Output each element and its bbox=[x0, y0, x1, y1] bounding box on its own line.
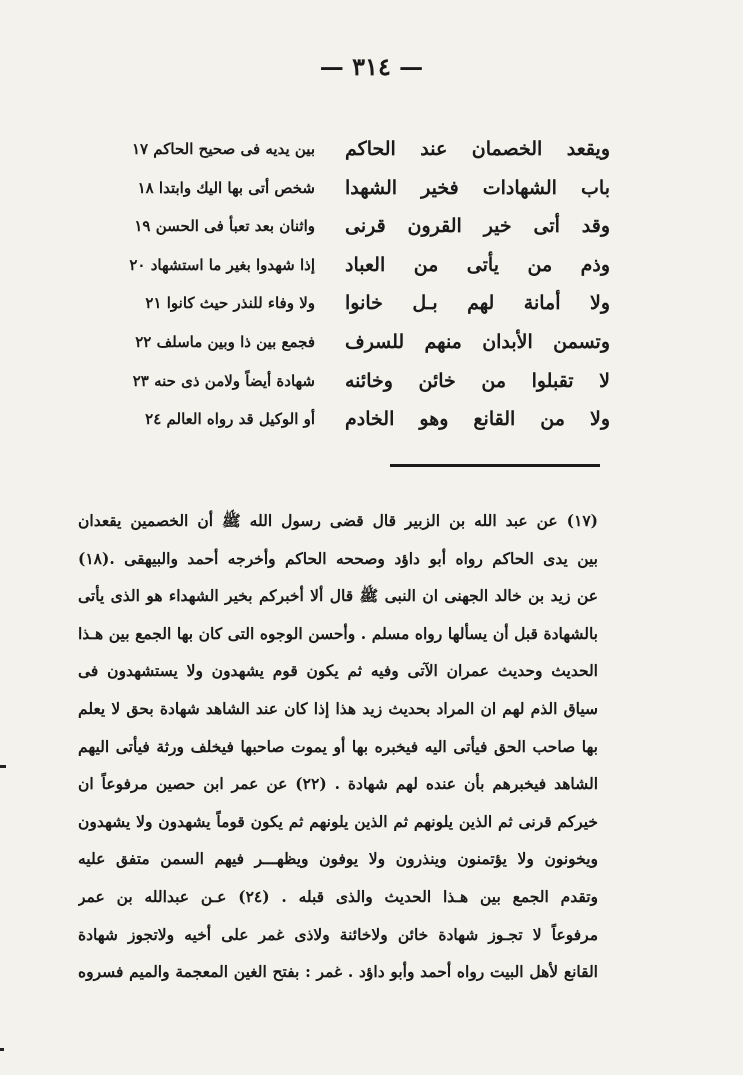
verse-22 bbox=[90, 323, 610, 362]
footnote-line: بين يدى الحاكم رواه أبو داؤد وصححه الحاكم وأخرجه أحمد والبيهقى .(١٨) bbox=[78, 548, 598, 568]
verse-first-hemistich: باب الشهادات فخير الشهدا bbox=[345, 176, 610, 199]
verse-17 bbox=[90, 130, 610, 169]
verse-23 bbox=[90, 362, 610, 401]
verse-24 bbox=[90, 400, 610, 439]
footnote-line: (١٧) عن عبد الله بن الزبير قال قضى رسول الله ﷺ أن الخصمين يقعدان bbox=[78, 511, 598, 530]
verse-21 bbox=[90, 284, 610, 323]
verse-19 bbox=[90, 207, 610, 246]
poem bbox=[90, 130, 610, 439]
verse-second-hemistich: واثنان بعد تعبأ فى الحسن ١٩ bbox=[134, 217, 315, 236]
scan-edge-mark bbox=[0, 765, 6, 768]
verse-first-hemistich: ويقعد الخصمان عند الحاكم bbox=[345, 138, 610, 160]
verse-first-hemistich: ولا من القانع وهو الخادم bbox=[345, 408, 610, 431]
verse-second-hemistich: فجمع بين ذا وبين ماسلف ٢٢ bbox=[135, 332, 315, 351]
verse-second-hemistich: بين يديه فى صحيح الحاكم ١٧ bbox=[131, 140, 315, 158]
footnote-line: خيركم قرنى ثم الذين يلونهم ثم الذين يلونهم ثم يكون قوماً يشهدون ولا يشهدون bbox=[78, 811, 598, 831]
footnote-line: مرفوعاً لا تجـوز شهادة خائن ولاخائنة ولاذى غمر على أخيه ولاتجوز شهادة bbox=[78, 924, 598, 944]
footnote-line: القانع لأهل البيت رواه أحمد وأبو داؤد . غمر : بفتح الغين المعجمة والميم فسروه bbox=[78, 962, 598, 982]
footnote-line: الشاهد فيخبرهم بأن عنده لهم شهادة . (٢٢) عن عمر ابن حصين مرفوعاً ان bbox=[78, 774, 598, 794]
footnotes bbox=[78, 502, 598, 991]
footnote-line: ويخونون ولا يؤتمنون وينذرون ولا يوفون ويظهـــر فيهم السمن متفق عليه bbox=[78, 849, 598, 869]
verse-18 bbox=[90, 169, 610, 208]
footnote-line: سياق الذم لهم ان المراد بحديث زيد هذا إذا كان عند الشاهد شهادة بحق لا يعلم bbox=[78, 698, 598, 718]
footnote-line: وتقدم الجمع بين هـذا الحديث والذى قبله . (٢٤) عـن عبدالله بن عمر bbox=[78, 886, 598, 906]
scan-edge-mark bbox=[0, 1048, 4, 1051]
verse-first-hemistich: ولا أمانة لهم بـل خانوا bbox=[345, 292, 610, 315]
section-divider bbox=[390, 464, 600, 467]
verse-second-hemistich: شخص أتى بها اليك وابتدا ١٨ bbox=[137, 178, 315, 197]
footnote-line: بالشهادة قبل أن يسألها رواه مسلم . وأحسن الوجوه التى كان بها الجمع بين هـذا bbox=[78, 623, 598, 643]
verse-second-hemistich: شهادة أيضاً ولامن ذى حنه ٢٣ bbox=[132, 371, 315, 390]
footnote-line: عن زيد بن خالد الجهنى ان النبى ﷺ قال ألا أخبركم بخير الشهداء هو الذى يأتى bbox=[78, 586, 598, 606]
page-number: — ٣١٤ — bbox=[319, 52, 424, 81]
verse-first-hemistich: وذم من يأتى من العباد bbox=[345, 253, 610, 276]
verse-second-hemistich: إذا شهدوا بغير ما استشهاد ٢٠ bbox=[129, 255, 315, 274]
verse-second-hemistich: أو الوكيل قد رواه العالم ٢٤ bbox=[145, 410, 315, 429]
footnote-line: بها صاحب الحق فيأتى اليه فيخبره بها أو يموت صاحبها فيخلف ورثة فيأتى اليهم bbox=[78, 736, 598, 756]
verse-first-hemistich: وتسمن الأبدان منهم للسرف bbox=[345, 330, 610, 353]
verse-first-hemistich: وقد أتى خير القرون قرنى bbox=[345, 215, 610, 238]
footnote-line: الحديث وحديث عمران الآتى وفيه ثم يكون قوم يشهدون ولا يستشهدون فى bbox=[78, 661, 598, 681]
verse-first-hemistich: لا تقبلوا من خائن وخائنه bbox=[345, 369, 610, 392]
verse-20 bbox=[90, 246, 610, 285]
verse-second-hemistich: ولا وفاء للنذر حيث كانوا ٢١ bbox=[145, 294, 315, 313]
